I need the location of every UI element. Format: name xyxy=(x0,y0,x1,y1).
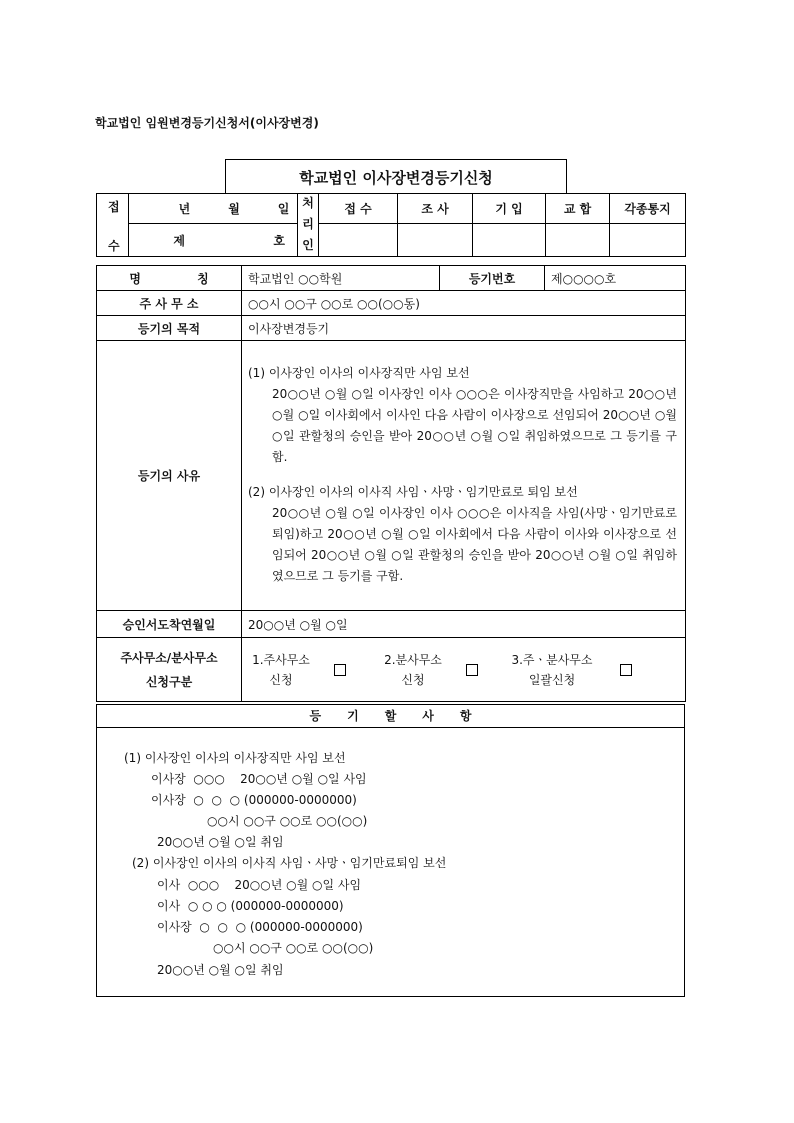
receipt-number-cell xyxy=(129,224,298,257)
document-heading: 학교법인 임원변경등기신청서(이사장변경) xyxy=(95,116,319,130)
reason1-body: 20○○년 ○월 ○일 이사장인 이사 ○○○은 이사장직만을 사임하고 20○○년 ○월 ○일 이사회에서 이사인 다음 사람이 이사장으로 선임되어 20○○년 ○월 ○일 관할청의 승인을 받아 20○○년 ○월 ○일 취임하였으므로 그 등기를 구함. xyxy=(272,386,677,464)
processing-label-cell xyxy=(298,194,319,257)
receipt-table xyxy=(96,193,686,257)
matters-line: 이사장 ○ ○ ○ (000000-0000000) xyxy=(157,920,363,934)
regno-label: 등기번호 xyxy=(440,266,545,291)
division-options xyxy=(242,638,686,702)
regno-value[interactable]: 제○○○○호 xyxy=(545,266,686,291)
jeopsu-blank[interactable] xyxy=(319,224,398,257)
matters-line: 20○○년 ○월 ○일 취임 xyxy=(157,963,284,977)
checkbox-branch-office[interactable] xyxy=(466,664,478,676)
processing-cheo: 처 xyxy=(302,196,314,210)
checkbox-main-office[interactable] xyxy=(334,664,346,676)
receipt-ho: 호 xyxy=(273,233,285,248)
receipt-jeop: 접 xyxy=(108,200,120,214)
col-header-giip: 기 입 xyxy=(473,194,546,224)
form-title: 학교법인 이사장변경등기신청 xyxy=(225,159,567,193)
receipt-je: 제 xyxy=(173,233,185,248)
matters-line: ○○시 ○○구 ○○로 ○○(○○) xyxy=(207,814,368,828)
division-label-line1: 주사무소/분사무소 xyxy=(120,650,218,665)
processing-ri: 리 xyxy=(302,217,314,231)
name-label: 명 칭 xyxy=(97,266,242,291)
purpose-value[interactable]: 이사장변경등기 xyxy=(242,316,686,341)
reason2-body: 20○○년 ○월 ○일 이사장인 이사 ○○○은 이사직을 사임(사망ㆍ임기만료로 퇴임)하고 20○○년 ○월 ○일 이사회에서 다음 사람이 이사와 이사장으로 선임되어 20○○년 ○월 ○일 관할청의 승인을 받아 20○○년 ○월 ○일 취임하였으므로 그 등기를 구함. xyxy=(272,505,677,583)
giip-blank[interactable] xyxy=(473,224,546,257)
receipt-day: 일 xyxy=(277,202,290,217)
notices-blank[interactable] xyxy=(610,224,686,257)
matters-line: 이사장 ○ ○ ○ (000000-0000000) xyxy=(151,793,357,807)
reason1-heading: (1) 이사장인 이사의 이사장직만 사임 보선 xyxy=(248,365,470,380)
office-label: 주 사 무 소 xyxy=(97,291,242,316)
col-header-notices: 각종통지 xyxy=(610,194,686,224)
receipt-date-cell xyxy=(129,194,298,224)
josa-blank[interactable] xyxy=(398,224,473,257)
receipt-year: 년 xyxy=(178,202,191,217)
purpose-label: 등기의 목적 xyxy=(97,316,242,341)
matters-title: 등기할사항 xyxy=(97,705,684,728)
receipt-label-cell xyxy=(97,194,129,257)
col-header-josa: 조 사 xyxy=(398,194,473,224)
option-batch: 3.주ㆍ분사무소 일괄신청 xyxy=(511,652,593,687)
gyohap-blank[interactable] xyxy=(546,224,610,257)
processing-in: 인 xyxy=(302,238,314,252)
arrival-label: 승인서도착연월일 xyxy=(97,611,242,638)
receipt-month: 월 xyxy=(228,202,240,217)
matters-line: 이사장 ○○○ 20○○년 ○월 ○일 사임 xyxy=(151,772,367,786)
col-header-gyohap: 교 합 xyxy=(546,194,610,224)
col-header-jeopsu: 접 수 xyxy=(319,194,398,224)
reason2-heading: (2) 이사장인 이사의 이사직 사임ㆍ사망ㆍ임기만료로 퇴임 보선 xyxy=(248,484,578,499)
matters-line: (2) 이사장인 이사의 이사직 사임ㆍ사망ㆍ임기만료퇴임 보선 xyxy=(132,856,447,870)
office-value[interactable]: ○○시 ○○구 ○○로 ○○(○○동) xyxy=(242,291,686,316)
reason-label: 등기의 사유 xyxy=(97,341,242,611)
receipt-su: 수 xyxy=(108,239,120,253)
matters-line: ○○시 ○○구 ○○로 ○○(○○) xyxy=(213,941,374,955)
matters-line: 20○○년 ○월 ○일 취임 xyxy=(157,835,284,849)
matters-line: 이사 ○ ○ ○ (000000-0000000) xyxy=(157,899,344,913)
option-main-office: 1.주사무소 신청 xyxy=(252,652,310,687)
registration-matters xyxy=(96,704,685,997)
division-label-line2: 신청구분 xyxy=(145,674,193,689)
matters-line: (1) 이사장인 이사의 이사장직만 사임 보선 xyxy=(124,751,346,765)
checkbox-batch[interactable] xyxy=(620,664,632,676)
division-label xyxy=(97,638,242,702)
option-branch-office: 2.분사무소 신청 xyxy=(384,652,442,687)
application-table xyxy=(96,265,686,702)
reason-content[interactable] xyxy=(242,341,686,611)
matters-line: 이사 ○○○ 20○○년 ○월 ○일 사임 xyxy=(157,878,362,892)
name-value[interactable]: 학교법인 ○○학원 xyxy=(242,266,440,291)
arrival-value[interactable]: 20○○년 ○월 ○일 xyxy=(242,611,686,638)
